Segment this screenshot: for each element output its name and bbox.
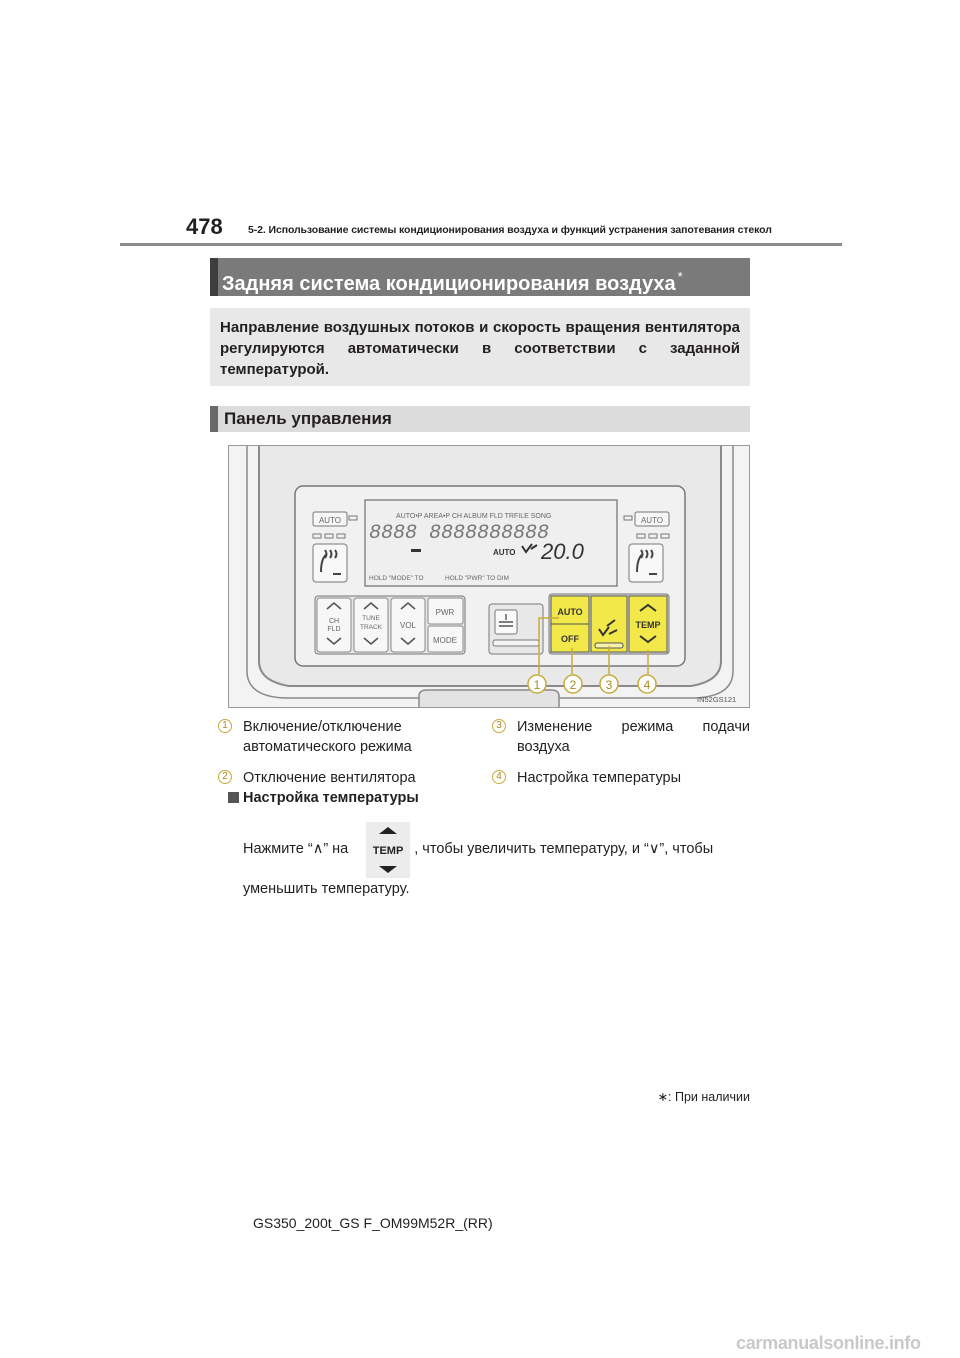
svg-text:3: 3 — [605, 678, 613, 692]
temp-subheading — [228, 790, 419, 806]
temp-instruction-line-2: уменьшить температуру. — [243, 881, 410, 897]
callout-3 — [600, 675, 618, 693]
intro-text: Направление воздушных потоков и скорость вращения вентилятора регулируются автоматически в соответствии с заданной температурой. — [220, 319, 740, 378]
item-number-3: 3 — [492, 719, 506, 733]
item-description-1: Включение/отключение автоматического режима — [243, 719, 412, 755]
callout-4 — [638, 675, 656, 693]
main-heading — [210, 258, 750, 296]
control-panel-illustration — [229, 446, 750, 708]
section-title: 5-2. Использование системы кондиционирования воздуха и функций устранения запотевания стекол — [248, 224, 772, 236]
pwr-label: PWR — [435, 608, 455, 617]
availability-footnote: ∗: При наличии — [657, 1090, 750, 1104]
control-panel-heading: Панель управления — [210, 406, 750, 432]
main-heading-text: Задняя система кондиционирования воздуха — [222, 273, 676, 295]
header-rule — [120, 243, 842, 246]
track-label: TRACK — [359, 624, 383, 631]
off-button-label: OFF — [561, 634, 579, 644]
square-bullet-icon — [228, 792, 239, 803]
svg-text:1: 1 — [533, 678, 541, 692]
intro-box — [210, 308, 750, 386]
display-segments: 8888 8888888888 — [369, 522, 550, 545]
svg-text:2: 2 — [569, 678, 577, 692]
vol-label: VOL — [399, 621, 417, 630]
temp-icon-label: TEMP — [372, 845, 404, 857]
watermark: carmanualsonline.info — [736, 1333, 921, 1353]
availability-mark: * — [677, 269, 683, 284]
display-temperature: 20.0 — [541, 539, 584, 564]
temp-instruction-line-1 — [243, 841, 750, 857]
item-number-4: 4 — [492, 770, 506, 784]
callout-1 — [528, 675, 546, 693]
control-panel-figure — [228, 445, 750, 708]
display-auto: AUTO — [493, 548, 516, 557]
right-auto-label: AUTO — [640, 516, 664, 525]
item-number-2: 2 — [218, 770, 232, 784]
mode-label: MODE — [433, 636, 457, 645]
document-id: GS350_200t_GS F_OM99M52R_(RR) — [253, 1215, 493, 1231]
svg-text:4: 4 — [643, 678, 651, 692]
right-seat-heater-icon — [629, 544, 663, 582]
figure-code: IN52GS121 — [697, 695, 737, 704]
page-number: 478 — [186, 214, 223, 239]
fld-label: FLD — [327, 626, 341, 633]
temp-instruction-part-1: Нажмите “∧” на — [243, 841, 349, 857]
item-description-2: Отключение вентилятора — [243, 770, 416, 786]
display-bottom-left: HOLD "MODE" TO — [369, 575, 424, 582]
item-number-1: 1 — [218, 719, 232, 733]
temp-instruction-part-2: , чтобы увеличить температуру, и “∨”, чтобы — [414, 841, 714, 857]
temp-subheading-text: Настройка температуры — [243, 790, 419, 806]
display-top-labels: AUTO•P AREA•P CH ALBUM FLD TRFILE SONG — [396, 513, 552, 520]
display-bottom-right: HOLD "PWR" TO DIM — [445, 575, 509, 582]
left-auto-label: AUTO — [318, 516, 342, 525]
auto-button-label: AUTO — [557, 607, 583, 617]
item-description-3: Изменение режима подачи воздуха — [517, 719, 750, 755]
ch-label: CH — [328, 618, 340, 625]
temp-button-label: TEMP — [635, 620, 661, 630]
temp-button-icon — [366, 822, 410, 878]
item-description-4: Настройка температуры — [517, 770, 682, 786]
tune-label: TUNE — [362, 615, 380, 622]
left-seat-heater-icon — [313, 544, 347, 582]
callout-2 — [564, 675, 582, 693]
